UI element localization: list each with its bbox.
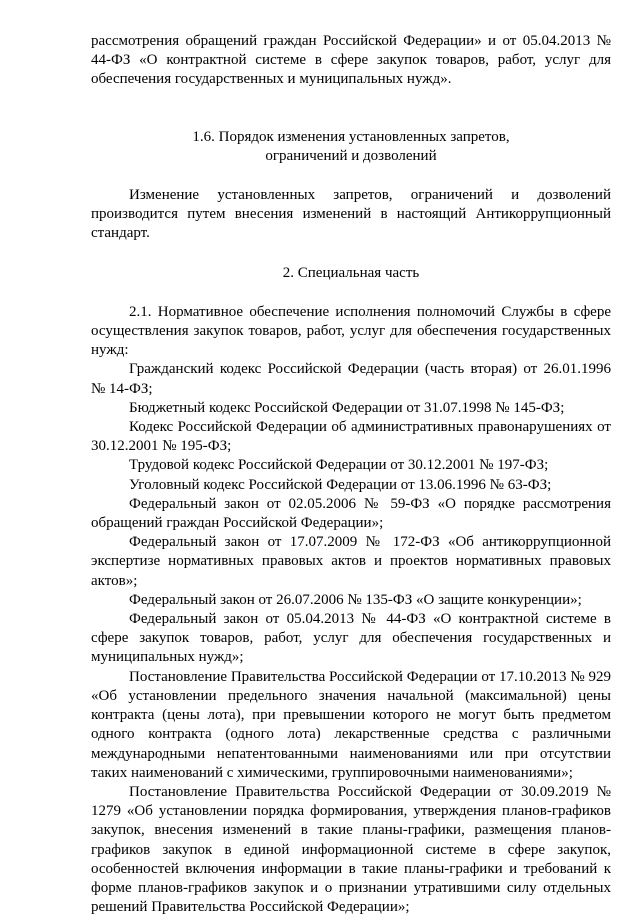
section-1-6-heading-line2: ограничений и дозволений [265,147,437,164]
section-1-6-paragraph: Изменение установленных запретов, ограничений и дозволений производится путем внесения изменений в настоящий Антикоррупционный стандарт. [91,187,611,242]
legal-act-item: Федеральный закон от 05.04.2013 № 44-ФЗ «О контрактной системе в сфере закупок товаров, работ, услуг для обеспечения государственных и муниципальных нужд»; [91,611,611,666]
legal-act-item: Федеральный закон от 26.07.2006 № 135-ФЗ «О защите конкуренции»; [129,591,582,608]
legal-act-item: Трудовой кодекс Российской Федерации от 30.12.2001 № 197-ФЗ; [129,457,549,474]
legal-act-item: Бюджетный кодекс Российской Федерации от 31.07.1998 № 145-ФЗ; [129,399,565,416]
intro-paragraph: рассмотрения обращений граждан Российской Федерации» и от 05.04.2013 № 44-ФЗ «О контрактной системе в сфере закупок товаров, работ, услуг для обеспечения государственных и муниципальных нужд». [91,33,611,88]
document-body [91,32,611,917]
legal-act-item: Кодекс Российской Федерации об административных правонарушениях от 30.12.2001 № 195-ФЗ; [91,419,611,455]
legal-act-item: Постановление Правительства Российской Федерации от 17.10.2013 № 929 «Об установлении предельного значения начальной (максимальной) цены контракта (цены лота), при превышении которого не могут быть предметом одного контракта (одного лота) лекарственные средства с различными международными непатентованными наименованиями или при отсутствии таких наименований с химическими, группировочными наименованиями»; [91,668,611,781]
legal-act-item: Федеральный закон от 17.07.2009 № 172-ФЗ «Об антикоррупционной экспертизе нормативных правовых актов и проектов нормативных правовых актов»; [91,534,611,589]
legal-act-item: Постановление Правительства Российской Федерации от 30.09.2019 № 1279 «Об установлении порядка формирования, утверждения планов-графиков закупок, внесения изменений в такие планы-графики, размещения планов-графиков закупок в единой информационной системе в сфере закупок, особенностей включения информации в такие планы-графики и требований к форме планов-графиков закупок и о признании утратившими силу отдельных решений Правительства Российской Федерации»; [91,783,611,916]
legal-act-item: Федеральный закон от 02.05.2006 № 59-ФЗ «О порядке рассмотрения обращений граждан Российской Федерации»; [91,495,611,532]
legal-act-item: Уголовный кодекс Российской Федерации от 13.06.1996 № 63-ФЗ; [129,476,552,493]
paragraph-2-1: 2.1. Нормативное обеспечение исполнения полномочий Службы в сфере осуществления закупок товаров, работ, услуг для обеспечения государственных нужд: [91,303,611,359]
section-1-6-heading-line1: 1.6. Порядок изменения установленных запретов, [192,128,510,145]
section-2-heading: 2. Специальная часть [282,264,420,281]
legal-act-item: Гражданский кодекс Российской Федерации (часть вторая) от 26.01.1996 № 14-ФЗ; [91,361,611,397]
